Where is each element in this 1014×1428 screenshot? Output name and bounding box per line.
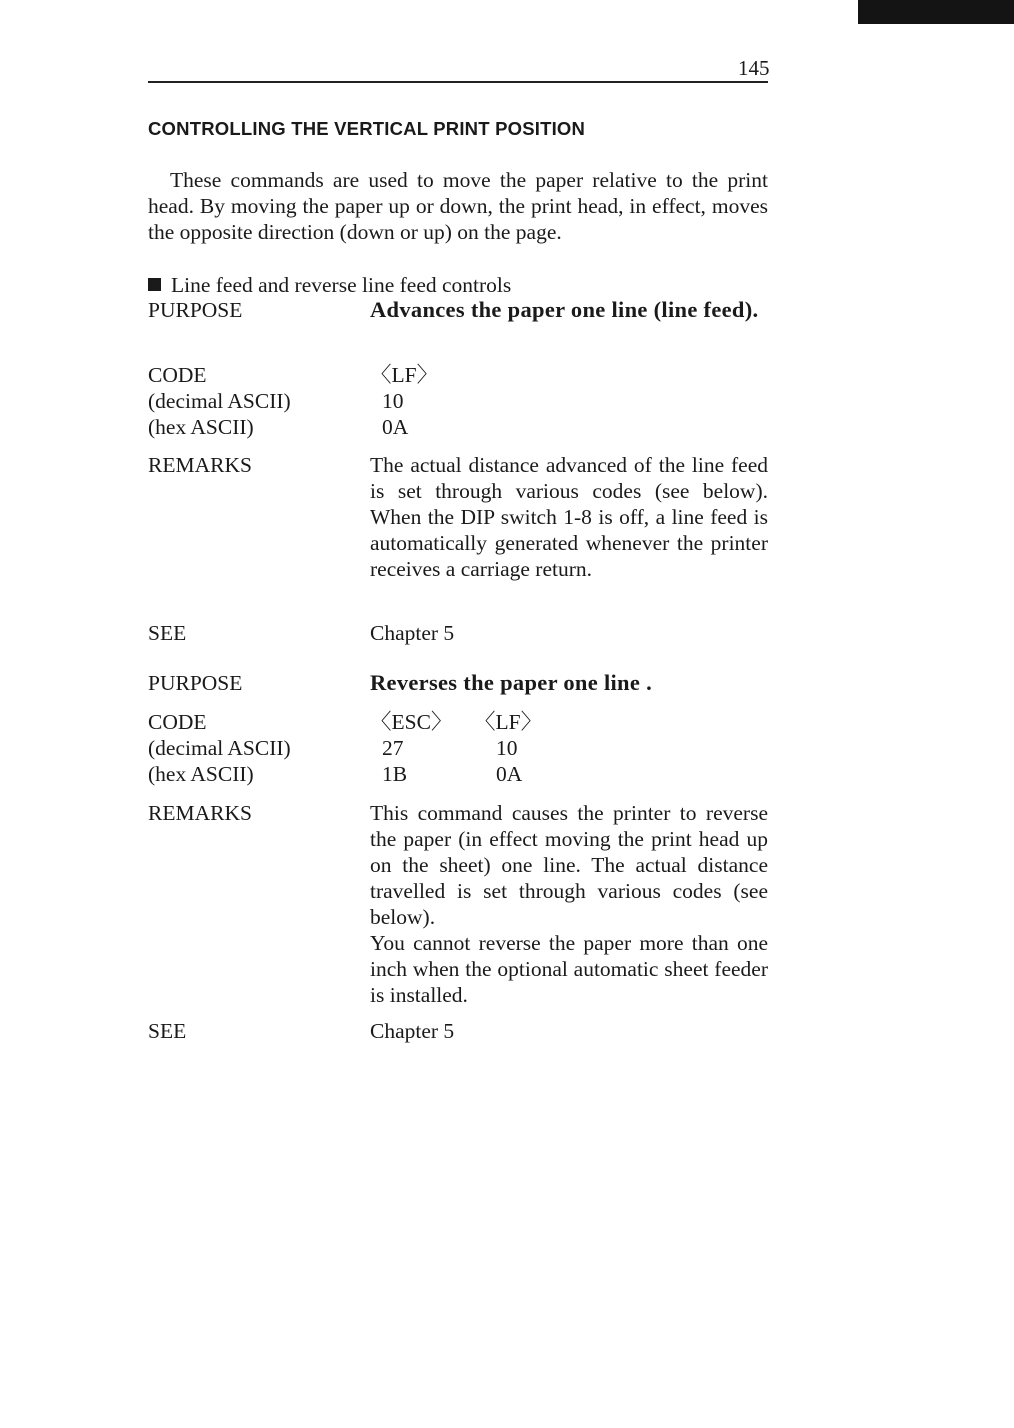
page-number: 145 <box>738 56 770 80</box>
see-label: SEE <box>148 1019 187 1043</box>
scan-edge-bar <box>858 0 1014 24</box>
hex-label: (hex ASCII) <box>148 762 254 786</box>
section-heading: CONTROLLING THE VERTICAL PRINT POSITION <box>148 118 586 139</box>
header-rule <box>148 81 768 83</box>
cmd1-hex-value: 0A <box>382 415 409 439</box>
cmd1-hex <box>370 414 768 440</box>
cmd2-remarks-p2: You cannot reverse the paper more than one inch when the optional automatic sheet feeder is installed. <box>370 931 768 1007</box>
purpose-label: PURPOSE <box>148 298 243 322</box>
cmd2-purpose: Reverses the paper one line . <box>370 670 652 695</box>
code-label: CODE <box>148 710 207 734</box>
cmd1-see: Chapter 5 <box>370 621 455 645</box>
cmd2-code-esc: 〈ESC〉 <box>370 710 453 734</box>
cmd1-code <box>370 362 768 388</box>
decimal-label: (decimal ASCII) <box>148 736 291 760</box>
remarks-label: REMARKS <box>148 801 252 825</box>
subsection-title: Line feed and reverse line feed controls <box>171 273 512 297</box>
subsection-title-line <box>148 272 511 298</box>
see-label: SEE <box>148 621 187 645</box>
hex-label: (hex ASCII) <box>148 415 254 439</box>
cmd2-hex <box>370 761 768 787</box>
cmd2-code-lf: 〈LF〉 <box>474 710 543 734</box>
square-bullet-icon <box>148 278 161 291</box>
cmd2-decimal-2: 10 <box>496 736 518 760</box>
code-label: CODE <box>148 363 207 387</box>
cmd2-hex-2: 0A <box>496 762 523 786</box>
cmd2-see: Chapter 5 <box>370 1019 455 1043</box>
cmd1-decimal <box>370 388 768 414</box>
cmd2-remarks <box>370 800 768 1008</box>
remarks-label: REMARKS <box>148 453 252 477</box>
purpose-label: PURPOSE <box>148 671 243 695</box>
decimal-label: (decimal ASCII) <box>148 389 291 413</box>
cmd2-decimal <box>370 735 768 761</box>
cmd2-decimal-1: 27 <box>382 736 404 760</box>
cmd2-remarks-p1: This command causes the printer to reverse the paper (in effect moving the print head up on the sheet) one line. The actual distance travelled is set through various codes (see below). <box>370 801 768 929</box>
cmd1-decimal-value: 10 <box>382 389 404 413</box>
cmd1-remarks: The actual distance advanced of the line feed is set through various codes (see below). When the DIP switch 1-8 is off, a line feed is automatically generated whenever the printer receives a carriage return. <box>370 453 768 581</box>
cmd1-purpose: Advances the paper one line (line feed). <box>370 297 759 322</box>
intro-paragraph: These commands are used to move the paper relative to the print head. By moving the paper up or down, the print head, in effect, moves the opposite direction (down or up) on the page. <box>148 168 768 244</box>
cmd1-code-lf: 〈LF〉 <box>370 363 439 387</box>
cmd2-hex-1: 1B <box>382 762 408 786</box>
cmd2-code <box>370 709 768 735</box>
